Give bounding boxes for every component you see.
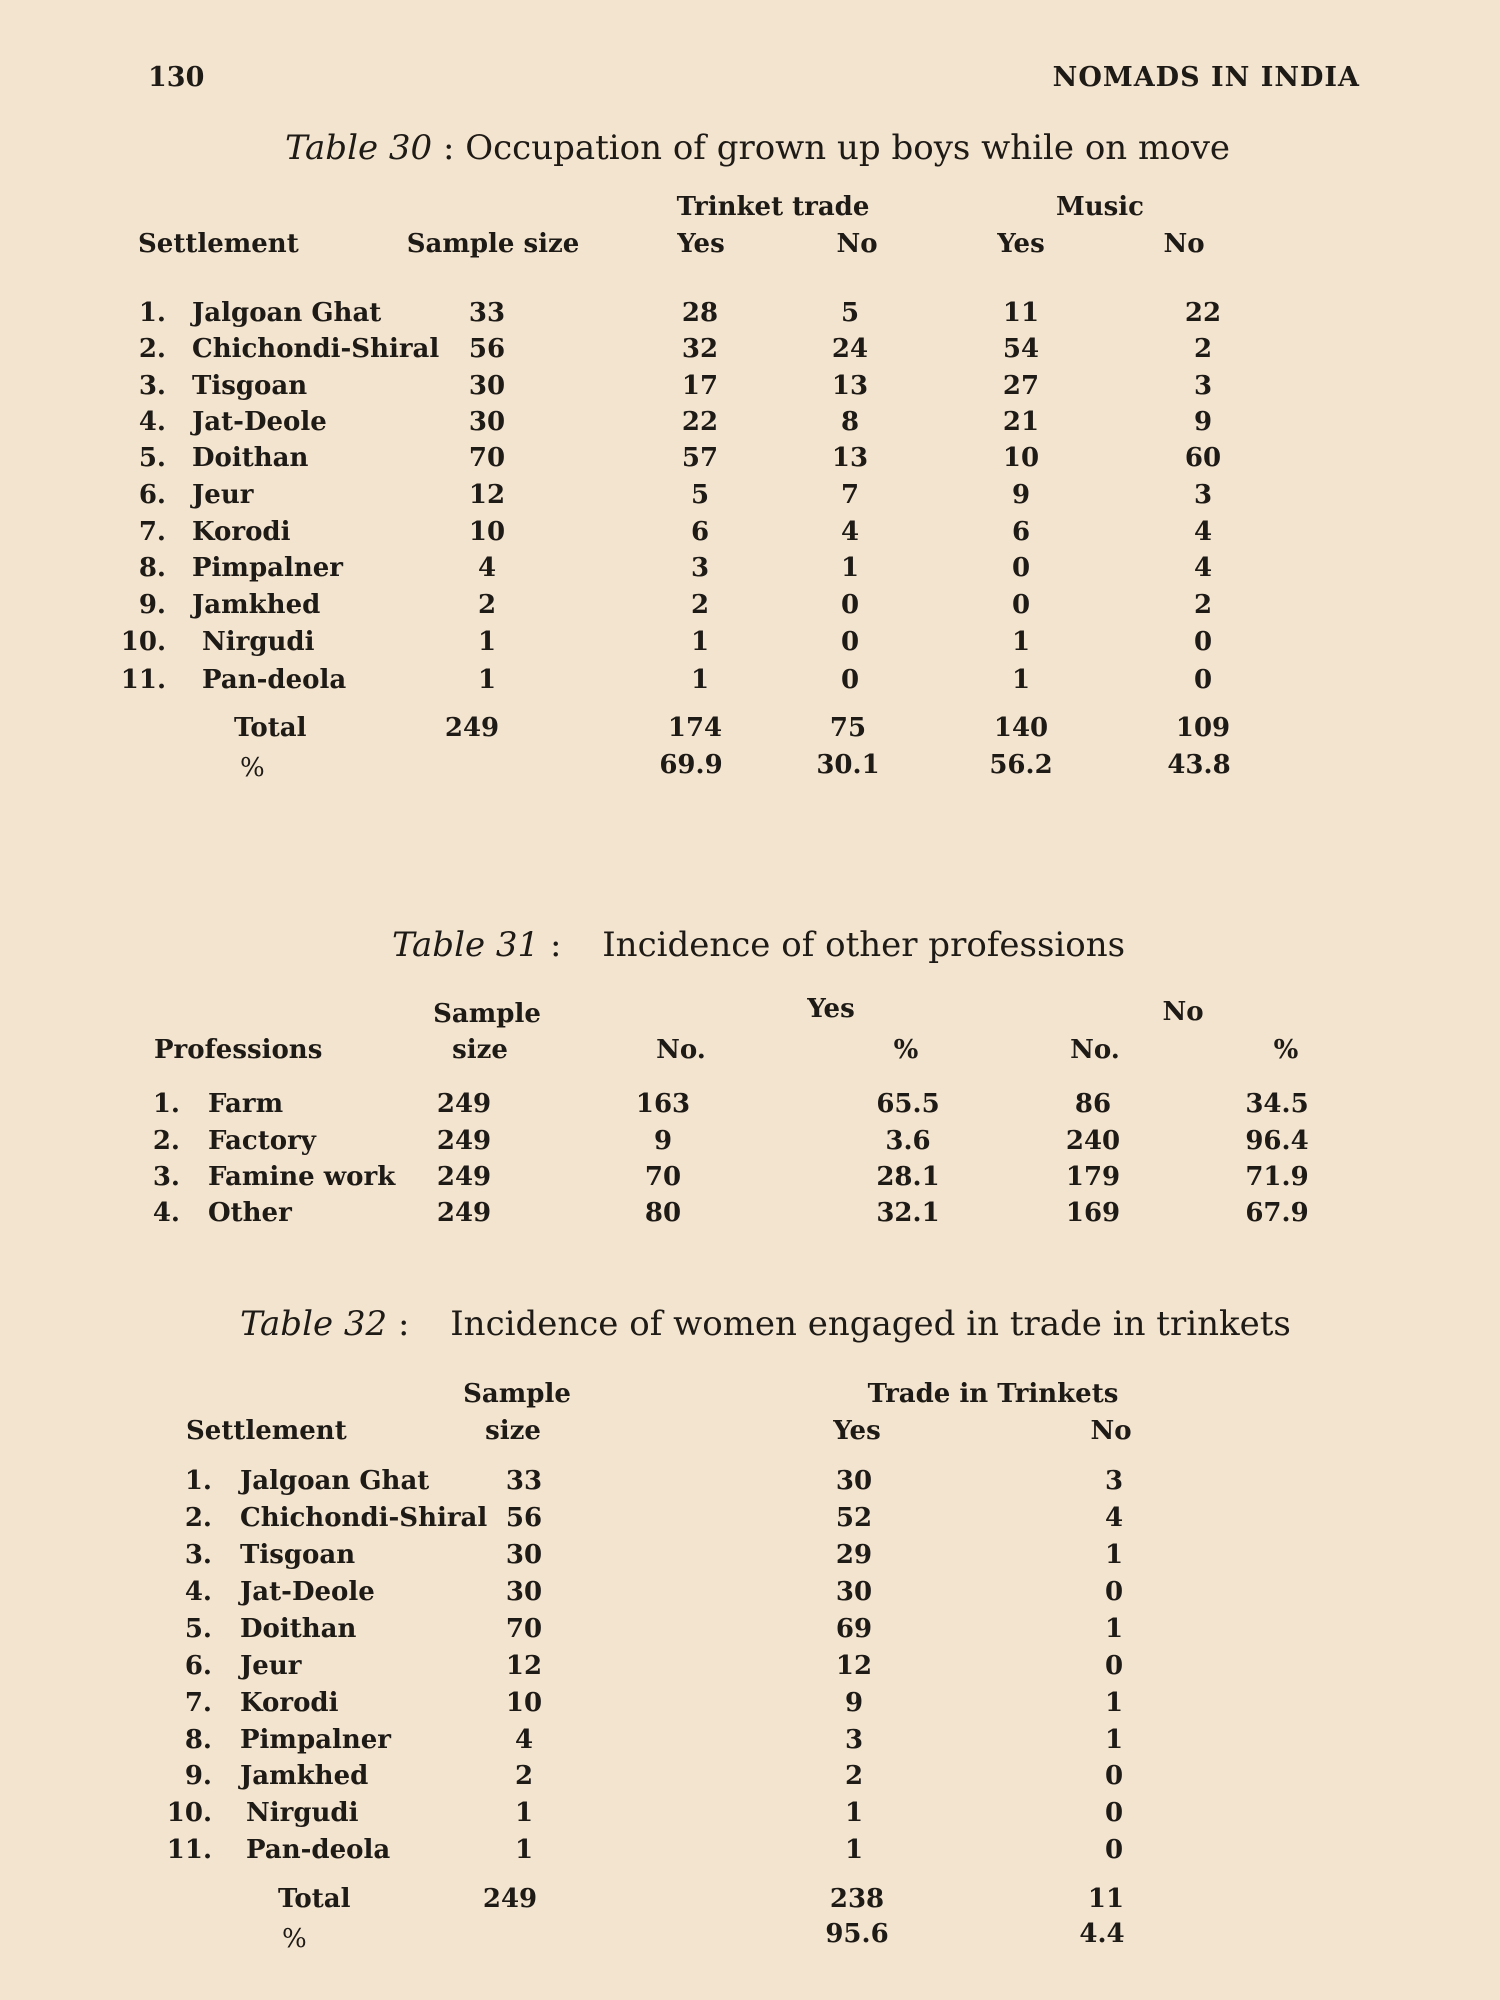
table32-row-no: 1 xyxy=(1104,1540,1124,1570)
table31-row-number: 4. xyxy=(152,1198,180,1228)
table32-row-number: 5. xyxy=(184,1614,212,1644)
table31-row-sample-size: 249 xyxy=(436,1126,492,1156)
table31-row-yes-no: 9 xyxy=(653,1126,673,1156)
table30-row-music-no: 3 xyxy=(1193,480,1213,510)
table30-row-music-no: 9 xyxy=(1193,407,1213,437)
table30-col-trinket-no: No xyxy=(836,229,878,259)
table30-row-sample-size: 1 xyxy=(477,665,497,695)
table32-row-yes: 1 xyxy=(844,1835,864,1865)
table32-row-number: 8. xyxy=(184,1725,212,1755)
table32-col-sample-2: size xyxy=(485,1416,541,1446)
table30-row-number: 11. xyxy=(120,665,166,695)
table31-row-no-no: 240 xyxy=(1065,1126,1121,1156)
table31-row-yes-no: 163 xyxy=(635,1089,691,1119)
table32-row-no: 1 xyxy=(1104,1614,1124,1644)
page-number: 130 xyxy=(148,62,205,93)
table31-row-no-pct: 34.5 xyxy=(1245,1089,1309,1119)
table30-row-music-yes: 6 xyxy=(1011,517,1031,547)
table30-row-number: 4. xyxy=(138,407,166,437)
table30-row-trinket-no: 13 xyxy=(831,371,869,401)
table30-row-settlement: Chichondi-Shiral xyxy=(192,334,440,364)
table30-row-music-no: 2 xyxy=(1193,334,1213,364)
table30-row-sample-size: 70 xyxy=(468,443,506,473)
table30-row-music-no: 3 xyxy=(1193,371,1213,401)
table30-row-music-no: 2 xyxy=(1193,590,1213,620)
table31-col-no-no: No. xyxy=(1070,1035,1120,1065)
table31-row-number: 1. xyxy=(152,1089,180,1119)
table32-row-sample-size: 56 xyxy=(505,1503,543,1533)
table30-row-trinket-yes: 17 xyxy=(681,371,719,401)
table30-row-music-no: 4 xyxy=(1193,517,1213,547)
table30-col-trinket-yes: Yes xyxy=(677,229,725,259)
table30-row-trinket-no: 4 xyxy=(840,517,860,547)
table32-total-sample-size: 249 xyxy=(482,1884,538,1914)
table30-row-settlement: Korodi xyxy=(192,517,291,547)
table31-col-sample-1: Sample xyxy=(433,999,541,1029)
table32-row-sample-size: 12 xyxy=(505,1651,543,1681)
table32-col-sample-1: Sample xyxy=(463,1379,571,1409)
table30-total-trinket-no: 75 xyxy=(829,713,867,743)
table31-row-yes-no: 80 xyxy=(644,1198,682,1228)
table30-row-settlement: Jat-Deole xyxy=(192,407,327,437)
table30-col-music-yes: Yes xyxy=(997,229,1045,259)
table30-percent-label: % xyxy=(240,753,265,783)
table31-col-sample-2: size xyxy=(452,1035,508,1065)
table32-row-yes: 30 xyxy=(835,1466,873,1496)
table32-row-number: 10. xyxy=(166,1798,212,1828)
table30-row-music-no: 0 xyxy=(1193,627,1213,657)
table31-row-profession: Farm xyxy=(208,1089,284,1119)
table32-total-yes: 238 xyxy=(829,1884,885,1914)
table30-col-settlement: Settlement xyxy=(138,229,299,259)
table32-row-no: 0 xyxy=(1104,1651,1124,1681)
table30-percent-trinket-no: 30.1 xyxy=(816,750,880,780)
table30-row-trinket-yes: 3 xyxy=(690,553,710,583)
table32-col-yes: Yes xyxy=(833,1416,881,1446)
table31-row-no-pct: 96.4 xyxy=(1245,1126,1309,1156)
table31-row-no-no: 86 xyxy=(1074,1089,1112,1119)
table30-row-number: 8. xyxy=(138,553,166,583)
table31-row-number: 3. xyxy=(152,1162,180,1192)
table32-row-number: 1. xyxy=(184,1466,212,1496)
table30-row-number: 3. xyxy=(138,371,166,401)
table30-row-trinket-no: 0 xyxy=(840,665,860,695)
table32-row-number: 3. xyxy=(184,1540,212,1570)
table32-col-no: No xyxy=(1090,1416,1132,1446)
table30-group-music: Music xyxy=(1055,192,1145,222)
table30-row-trinket-no: 5 xyxy=(840,298,860,328)
table31-row-yes-pct: 65.5 xyxy=(876,1089,940,1119)
table32-row-yes: 29 xyxy=(835,1540,873,1570)
table30-row-music-yes: 1 xyxy=(1011,627,1031,657)
table30-title xyxy=(285,128,1230,168)
table30-row-number: 10. xyxy=(120,627,166,657)
table31-group-yes: Yes xyxy=(807,994,855,1024)
table30-row-trinket-yes: 32 xyxy=(681,334,719,364)
table30-col-sample: Sample size xyxy=(406,229,580,259)
table30-row-music-no: 0 xyxy=(1193,665,1213,695)
table32-row-settlement: Jalgoan Ghat xyxy=(240,1466,430,1496)
table30-col-music-no: No xyxy=(1163,229,1205,259)
table30-row-sample-size: 1 xyxy=(477,627,497,657)
table30-row-sample-size: 10 xyxy=(468,517,506,547)
table32-row-sample-size: 4 xyxy=(514,1725,534,1755)
table32-row-settlement: Jamkhed xyxy=(240,1761,369,1791)
table30-caption: Occupation of grown up boys while on move xyxy=(465,128,1231,168)
table31-row-no-pct: 71.9 xyxy=(1245,1162,1309,1192)
table30-row-sample-size: 56 xyxy=(468,334,506,364)
table30-row-trinket-no: 0 xyxy=(840,627,860,657)
table30-row-music-no: 4 xyxy=(1193,553,1213,583)
table30-row-number: 7. xyxy=(138,517,166,547)
table32-row-sample-size: 10 xyxy=(505,1688,543,1718)
table31-row-yes-pct: 32.1 xyxy=(876,1198,940,1228)
table32-row-settlement: Pimpalner xyxy=(240,1725,391,1755)
table30-row-settlement: Doithan xyxy=(192,443,309,473)
table32-row-number: 7. xyxy=(184,1688,212,1718)
table32-row-yes: 30 xyxy=(835,1577,873,1607)
table31-row-sample-size: 249 xyxy=(436,1089,492,1119)
table30-row-number: 2. xyxy=(138,334,166,364)
table30-row-settlement: Nirgudi xyxy=(202,627,315,657)
table30-row-settlement: Tisgoan xyxy=(192,371,308,401)
table30-row-music-yes: 10 xyxy=(1002,443,1040,473)
table30-row-music-no: 22 xyxy=(1184,298,1222,328)
table32-row-no: 0 xyxy=(1104,1798,1124,1828)
table32-row-no: 1 xyxy=(1104,1688,1124,1718)
table30-row-number: 9. xyxy=(138,590,166,620)
table31-label: Table 31 xyxy=(392,925,540,965)
table30-row-trinket-no: 7 xyxy=(840,480,860,510)
table32-row-no: 0 xyxy=(1104,1577,1124,1607)
table32-percent-yes: 95.6 xyxy=(825,1919,889,1949)
table32-row-no: 0 xyxy=(1104,1835,1124,1865)
table32-total-label: Total xyxy=(278,1884,351,1914)
table30-row-trinket-yes: 5 xyxy=(690,480,710,510)
table32-row-sample-size: 70 xyxy=(505,1614,543,1644)
table30-row-music-yes: 54 xyxy=(1002,334,1040,364)
table30-row-number: 5. xyxy=(138,443,166,473)
table32-row-sample-size: 1 xyxy=(514,1835,534,1865)
table30-row-trinket-no: 1 xyxy=(840,553,860,583)
table30-percent-music-no: 43.8 xyxy=(1167,750,1231,780)
table30-row-sample-size: 30 xyxy=(468,371,506,401)
table32-percent-no: 4.4 xyxy=(1079,1919,1125,1949)
table32-row-yes: 12 xyxy=(835,1651,873,1681)
table30-row-trinket-yes: 1 xyxy=(690,627,710,657)
table31-col-no-pct: % xyxy=(1273,1035,1299,1065)
table31-sep: : xyxy=(549,925,562,965)
table30-row-sample-size: 12 xyxy=(468,480,506,510)
table31-row-number: 2. xyxy=(152,1126,180,1156)
table30-row-trinket-yes: 2 xyxy=(690,590,710,620)
table30-total-sample-size: 249 xyxy=(444,713,500,743)
table32-row-yes: 52 xyxy=(835,1503,873,1533)
table32-row-settlement: Jeur xyxy=(240,1651,302,1681)
table30-row-music-yes: 21 xyxy=(1002,407,1040,437)
table30-row-music-yes: 0 xyxy=(1011,590,1031,620)
table30-row-trinket-yes: 28 xyxy=(681,298,719,328)
table30-total-label: Total xyxy=(234,713,307,743)
table32-row-yes: 1 xyxy=(844,1798,864,1828)
table30-row-music-yes: 9 xyxy=(1011,480,1031,510)
table31-row-yes-no: 70 xyxy=(644,1162,682,1192)
table32-title xyxy=(240,1304,1291,1344)
table31-title xyxy=(392,925,1125,965)
table30-total-music-yes: 140 xyxy=(993,713,1049,743)
table30-row-music-yes: 0 xyxy=(1011,553,1031,583)
table30-row-music-yes: 11 xyxy=(1002,298,1040,328)
table32-row-yes: 2 xyxy=(844,1761,864,1791)
table31-row-sample-size: 249 xyxy=(436,1162,492,1192)
table32-row-number: 11. xyxy=(166,1835,212,1865)
table30-row-trinket-yes: 22 xyxy=(681,407,719,437)
table32-row-sample-size: 33 xyxy=(505,1466,543,1496)
table30-label: Table 30 xyxy=(285,128,433,168)
table30-total-music-no: 109 xyxy=(1175,713,1231,743)
table30-row-settlement: Pan-deola xyxy=(202,665,347,695)
table30-row-trinket-no: 8 xyxy=(840,407,860,437)
table31-col-professions: Professions xyxy=(154,1035,323,1065)
table30-row-trinket-no: 24 xyxy=(831,334,869,364)
table32-row-yes: 9 xyxy=(844,1688,864,1718)
table30-row-number: 1. xyxy=(138,298,166,328)
table30-percent-music-yes: 56.2 xyxy=(989,750,1053,780)
table31-row-yes-pct: 3.6 xyxy=(885,1126,931,1156)
table30-row-sample-size: 4 xyxy=(477,553,497,583)
table30-row-settlement: Jamkhed xyxy=(192,590,321,620)
table32-row-settlement: Jat-Deole xyxy=(240,1577,375,1607)
table31-row-profession: Famine work xyxy=(208,1162,396,1192)
table30-row-trinket-no: 13 xyxy=(831,443,869,473)
table32-row-settlement: Tisgoan xyxy=(240,1540,356,1570)
table32-percent-label: % xyxy=(282,1924,307,1954)
table32-row-number: 4. xyxy=(184,1577,212,1607)
table32-row-yes: 3 xyxy=(844,1725,864,1755)
table32-col-settlement: Settlement xyxy=(186,1416,347,1446)
table32-row-no: 0 xyxy=(1104,1761,1124,1791)
table30-total-trinket-yes: 174 xyxy=(667,713,723,743)
table30-row-music-yes: 1 xyxy=(1011,665,1031,695)
table30-row-number: 6. xyxy=(138,480,166,510)
table32-row-settlement: Pan-deola xyxy=(246,1835,391,1865)
table30-row-settlement: Jeur xyxy=(192,480,254,510)
table31-row-yes-pct: 28.1 xyxy=(876,1162,940,1192)
table31-row-sample-size: 249 xyxy=(436,1198,492,1228)
table32-row-no: 3 xyxy=(1104,1466,1124,1496)
table30-group-trinket: Trinket trade xyxy=(676,192,870,222)
table31-group-no: No xyxy=(1162,997,1204,1027)
table32-caption: Incidence of women engaged in trade in trinkets xyxy=(450,1304,1291,1344)
table31-row-no-pct: 67.9 xyxy=(1245,1198,1309,1228)
table32-row-settlement: Korodi xyxy=(240,1688,339,1718)
table32-row-settlement: Doithan xyxy=(240,1614,357,1644)
table32-row-no: 1 xyxy=(1104,1725,1124,1755)
table32-row-sample-size: 30 xyxy=(505,1540,543,1570)
table30-row-sample-size: 33 xyxy=(468,298,506,328)
table30-row-sample-size: 30 xyxy=(468,407,506,437)
table32-row-sample-size: 1 xyxy=(514,1798,534,1828)
table31-col-yes-pct: % xyxy=(893,1035,919,1065)
table30-row-trinket-yes: 57 xyxy=(681,443,719,473)
table30-row-trinket-no: 0 xyxy=(840,590,860,620)
table32-row-yes: 69 xyxy=(835,1614,873,1644)
table32-row-number: 2. xyxy=(184,1503,212,1533)
table32-label: Table 32 xyxy=(240,1304,388,1344)
table32-group-trinkets: Trade in Trinkets xyxy=(867,1379,1119,1409)
table30-row-settlement: Jalgoan Ghat xyxy=(192,298,382,328)
table30-row-trinket-yes: 6 xyxy=(690,517,710,547)
table31-row-profession: Factory xyxy=(208,1126,316,1156)
table32-total-no: 11 xyxy=(1087,1884,1125,1914)
table31-col-yes-no: No. xyxy=(656,1035,706,1065)
table32-row-sample-size: 2 xyxy=(514,1761,534,1791)
table32-row-number: 9. xyxy=(184,1761,212,1791)
table31-row-no-no: 169 xyxy=(1065,1198,1121,1228)
table30-sep: : xyxy=(442,128,455,168)
running-title: NOMADS IN INDIA xyxy=(1052,62,1360,93)
table32-row-settlement: Nirgudi xyxy=(246,1798,359,1828)
table32-row-no: 4 xyxy=(1104,1503,1124,1533)
table32-sep: : xyxy=(397,1304,410,1344)
table32-row-settlement: Chichondi-Shiral xyxy=(240,1503,488,1533)
table30-row-music-yes: 27 xyxy=(1002,371,1040,401)
table30-percent-trinket-yes: 69.9 xyxy=(659,750,723,780)
table31-row-no-no: 179 xyxy=(1065,1162,1121,1192)
table31-row-profession: Other xyxy=(208,1198,292,1228)
table32-row-sample-size: 30 xyxy=(505,1577,543,1607)
table30-row-trinket-yes: 1 xyxy=(690,665,710,695)
table31-caption: Incidence of other professions xyxy=(602,925,1126,965)
table32-row-number: 6. xyxy=(184,1651,212,1681)
table30-row-settlement: Pimpalner xyxy=(192,553,343,583)
table30-row-music-no: 60 xyxy=(1184,443,1222,473)
table30-row-sample-size: 2 xyxy=(477,590,497,620)
